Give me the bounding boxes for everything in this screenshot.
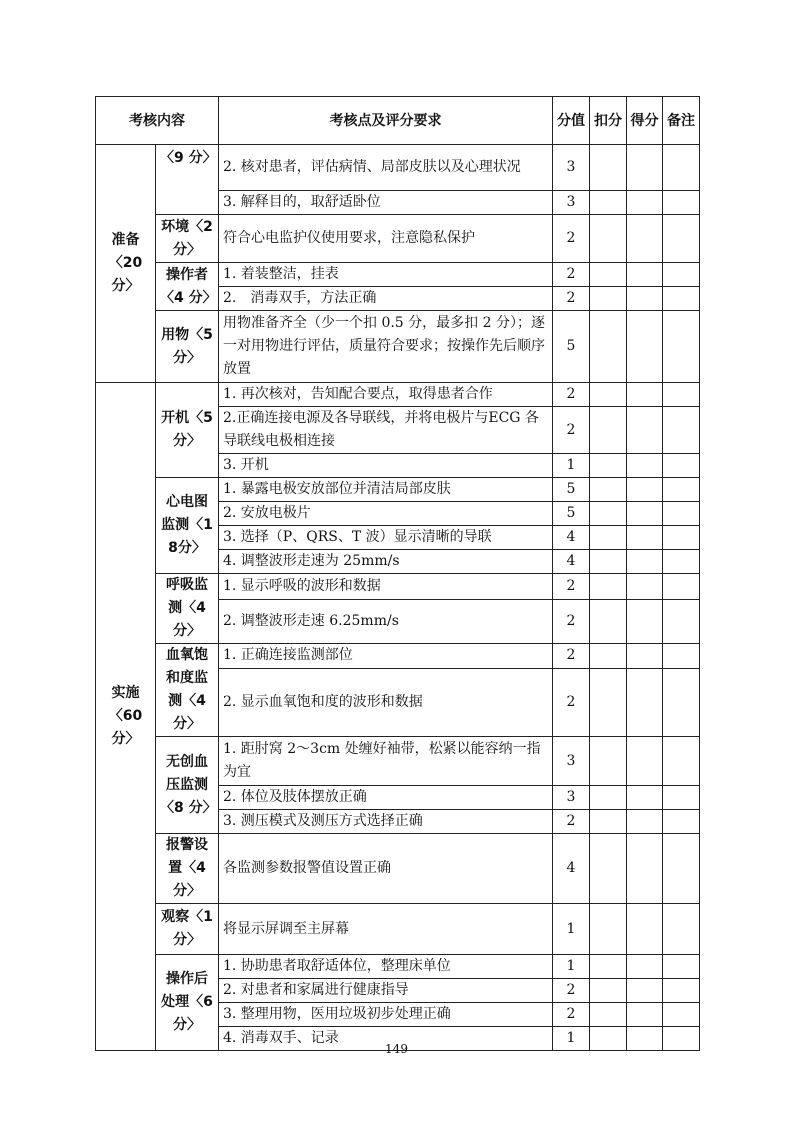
- group-label: 无创血压监测〈8 分〉: [156, 737, 219, 834]
- deduct-cell: [590, 979, 627, 1003]
- requirement-text: 3. 选择（P、QRS、T 波）显示清晰的导联: [219, 526, 553, 550]
- remarks-cell: [663, 145, 700, 191]
- requirement-text: 1. 再次核对，告知配合要点，取得患者合作: [219, 383, 553, 407]
- assessment-table: [95, 96, 700, 1051]
- requirement-text: 2. 调整波形走速 6.25mm/s: [219, 599, 553, 643]
- remarks-cell: [663, 737, 700, 786]
- remarks-cell: [663, 574, 700, 600]
- score-value: 2: [553, 1003, 590, 1027]
- deduct-cell: [590, 287, 627, 311]
- obtain-cell: [627, 287, 663, 311]
- requirement-text: 2. 核对患者，评估病情、局部皮肤以及心理状况: [219, 145, 553, 191]
- remarks-cell: [663, 955, 700, 979]
- requirement-text: 1. 正确连接监测部位: [219, 644, 553, 669]
- obtain-cell: [627, 550, 663, 574]
- header-remarks: 备注: [663, 97, 700, 145]
- obtain-cell: [627, 979, 663, 1003]
- group-label: 环境〈2 分〉: [156, 215, 219, 263]
- obtain-cell: [627, 737, 663, 786]
- score-value: 3: [553, 737, 590, 786]
- group-label: 开机〈5 分〉: [156, 383, 219, 478]
- deduct-cell: [590, 191, 627, 215]
- obtain-cell: [627, 834, 663, 904]
- score-value: 3: [553, 145, 590, 191]
- remarks-cell: [663, 287, 700, 311]
- remarks-cell: [663, 644, 700, 669]
- remarks-cell: [663, 834, 700, 904]
- table-row: [96, 478, 700, 502]
- deduct-cell: [590, 215, 627, 263]
- score-value: 2: [553, 599, 590, 643]
- score-value: 1: [553, 904, 590, 955]
- requirement-text: 3. 开机: [219, 454, 553, 478]
- score-value: 1: [553, 454, 590, 478]
- group-label: 呼吸监测〈4 分〉: [156, 574, 219, 644]
- requirement-text: 3. 解释目的，取舒适卧位: [219, 191, 553, 215]
- score-value: 2: [553, 810, 590, 834]
- requirement-text: 4. 消毒双手、记录: [219, 1027, 553, 1051]
- requirement-text: 3. 测压模式及测压方式选择正确: [219, 810, 553, 834]
- deduct-cell: [590, 955, 627, 979]
- deduct-cell: [590, 810, 627, 834]
- remarks-cell: [663, 191, 700, 215]
- score-value: 5: [553, 311, 590, 383]
- header-points: 考核点及评分要求: [219, 97, 553, 145]
- requirement-text: 3. 整理用物，医用垃圾初步处理正确: [219, 1003, 553, 1027]
- requirement-text: 4. 调整波形走速为 25mm/s: [219, 550, 553, 574]
- remarks-cell: [663, 599, 700, 643]
- header-value: 分值: [553, 97, 590, 145]
- score-value: 3: [553, 786, 590, 810]
- obtain-cell: [627, 454, 663, 478]
- obtain-cell: [627, 1003, 663, 1027]
- obtain-cell: [627, 502, 663, 526]
- remarks-cell: [663, 979, 700, 1003]
- obtain-cell: [627, 145, 663, 191]
- requirement-text: 将显示屏调至主屏幕: [219, 904, 553, 955]
- table-row: [96, 311, 700, 383]
- obtain-cell: [627, 526, 663, 550]
- table-body: [96, 145, 700, 1051]
- obtain-cell: [627, 955, 663, 979]
- obtain-cell: [627, 599, 663, 643]
- header-content: 考核内容: [96, 97, 219, 145]
- score-value: 4: [553, 834, 590, 904]
- table-row: [96, 834, 700, 904]
- obtain-cell: [627, 810, 663, 834]
- deduct-cell: [590, 904, 627, 955]
- deduct-cell: [590, 263, 627, 287]
- deduct-cell: [590, 145, 627, 191]
- obtain-cell: [627, 574, 663, 600]
- remarks-cell: [663, 478, 700, 502]
- table-row: [96, 263, 700, 287]
- score-value: 2: [553, 383, 590, 407]
- requirement-text: 1. 着装整洁，挂表: [219, 263, 553, 287]
- score-value: 5: [553, 478, 590, 502]
- deduct-cell: [590, 407, 627, 454]
- deduct-cell: [590, 737, 627, 786]
- requirement-text: 用物准备齐全（少一个扣 0.5 分，最多扣 2 分）；逐一对用物进行评估，质量符合要求；按操作先后顺序放置: [219, 311, 553, 383]
- deduct-cell: [590, 478, 627, 502]
- deduct-cell: [590, 383, 627, 407]
- remarks-cell: [663, 311, 700, 383]
- remarks-cell: [663, 407, 700, 454]
- score-value: 2: [553, 215, 590, 263]
- score-value: 1: [553, 1027, 590, 1051]
- obtain-cell: [627, 263, 663, 287]
- deduct-cell: [590, 574, 627, 600]
- deduct-cell: [590, 1003, 627, 1027]
- header-deduct: 扣分: [590, 97, 627, 145]
- requirement-text: 各监测参数报警值设置正确: [219, 834, 553, 904]
- score-value: 4: [553, 550, 590, 574]
- requirement-text: 2. 显示血氧饱和度的波形和数据: [219, 668, 553, 736]
- score-value: 5: [553, 502, 590, 526]
- requirement-text: 1. 显示呼吸的波形和数据: [219, 574, 553, 600]
- remarks-cell: [663, 550, 700, 574]
- requirement-text: 2. 体位及肢体摆放正确: [219, 786, 553, 810]
- deduct-cell: [590, 644, 627, 669]
- obtain-cell: [627, 191, 663, 215]
- requirement-text: 2. 安放电极片: [219, 502, 553, 526]
- score-value: 2: [553, 574, 590, 600]
- obtain-cell: [627, 407, 663, 454]
- remarks-cell: [663, 668, 700, 736]
- obtain-cell: [627, 311, 663, 383]
- score-value: 2: [553, 979, 590, 1003]
- group-label: 操作后处理〈6 分〉: [156, 955, 219, 1051]
- table-row: [96, 145, 700, 191]
- deduct-cell: [590, 834, 627, 904]
- remarks-cell: [663, 215, 700, 263]
- score-value: 2: [553, 287, 590, 311]
- score-value: 2: [553, 668, 590, 736]
- header-obtain: 得分: [627, 97, 663, 145]
- table-row: [96, 955, 700, 979]
- remarks-cell: [663, 526, 700, 550]
- score-value: 2: [553, 407, 590, 454]
- remarks-cell: [663, 786, 700, 810]
- score-value: 2: [553, 644, 590, 669]
- requirement-text: 1. 协助患者取舒适体位，整理床单位: [219, 955, 553, 979]
- obtain-cell: [627, 904, 663, 955]
- score-value: 2: [553, 263, 590, 287]
- remarks-cell: [663, 810, 700, 834]
- deduct-cell: [590, 599, 627, 643]
- group-label: 用物〈5 分〉: [156, 311, 219, 383]
- requirement-text: 1. 距肘窝 2～3cm 处缠好袖带，松紧以能容纳一指为宜: [219, 737, 553, 786]
- obtain-cell: [627, 478, 663, 502]
- section-label: 准备〈20分〉: [96, 145, 156, 383]
- remarks-cell: [663, 502, 700, 526]
- deduct-cell: [590, 526, 627, 550]
- remarks-cell: [663, 1003, 700, 1027]
- page-number: 149: [385, 1042, 408, 1056]
- requirement-text: 符合心电监护仪使用要求，注意隐私保护: [219, 215, 553, 263]
- score-value: 3: [553, 191, 590, 215]
- deduct-cell: [590, 668, 627, 736]
- table-row: [96, 383, 700, 407]
- deduct-cell: [590, 786, 627, 810]
- requirement-text: 2. 消毒双手，方法正确: [219, 287, 553, 311]
- obtain-cell: [627, 383, 663, 407]
- remarks-cell: [663, 383, 700, 407]
- table-row: [96, 904, 700, 955]
- table-row: [96, 215, 700, 263]
- deduct-cell: [590, 454, 627, 478]
- section-label: 实施〈60分〉: [96, 383, 156, 1051]
- group-label: 心电图监测〈18分〉: [156, 478, 219, 574]
- requirement-text: 1. 暴露电极安放部位并清洁局部皮肤: [219, 478, 553, 502]
- group-label: 报警设置〈4分〉: [156, 834, 219, 904]
- obtain-cell: [627, 215, 663, 263]
- obtain-cell: [627, 644, 663, 669]
- remarks-cell: [663, 454, 700, 478]
- table-row: [96, 574, 700, 600]
- deduct-cell: [590, 550, 627, 574]
- remarks-cell: [663, 263, 700, 287]
- group-label: 操作者〈4 分〉: [156, 263, 219, 311]
- table-row: [96, 737, 700, 786]
- requirement-text: 2.正确连接电源及各导联线，并将电极片与ECG 各导联线电极相连接: [219, 407, 553, 454]
- table-header-row: [96, 97, 700, 145]
- obtain-cell: [627, 786, 663, 810]
- score-value: 1: [553, 955, 590, 979]
- group-label: 〈9 分〉: [156, 145, 219, 215]
- deduct-cell: [590, 311, 627, 383]
- deduct-cell: [590, 502, 627, 526]
- obtain-cell: [627, 668, 663, 736]
- group-label: 观察〈1 分〉: [156, 904, 219, 955]
- score-value: 4: [553, 526, 590, 550]
- remarks-cell: [663, 904, 700, 955]
- requirement-text: 2. 对患者和家属进行健康指导: [219, 979, 553, 1003]
- table-row: [96, 644, 700, 669]
- group-label: 血氧饱和度监测〈4 分〉: [156, 644, 219, 737]
